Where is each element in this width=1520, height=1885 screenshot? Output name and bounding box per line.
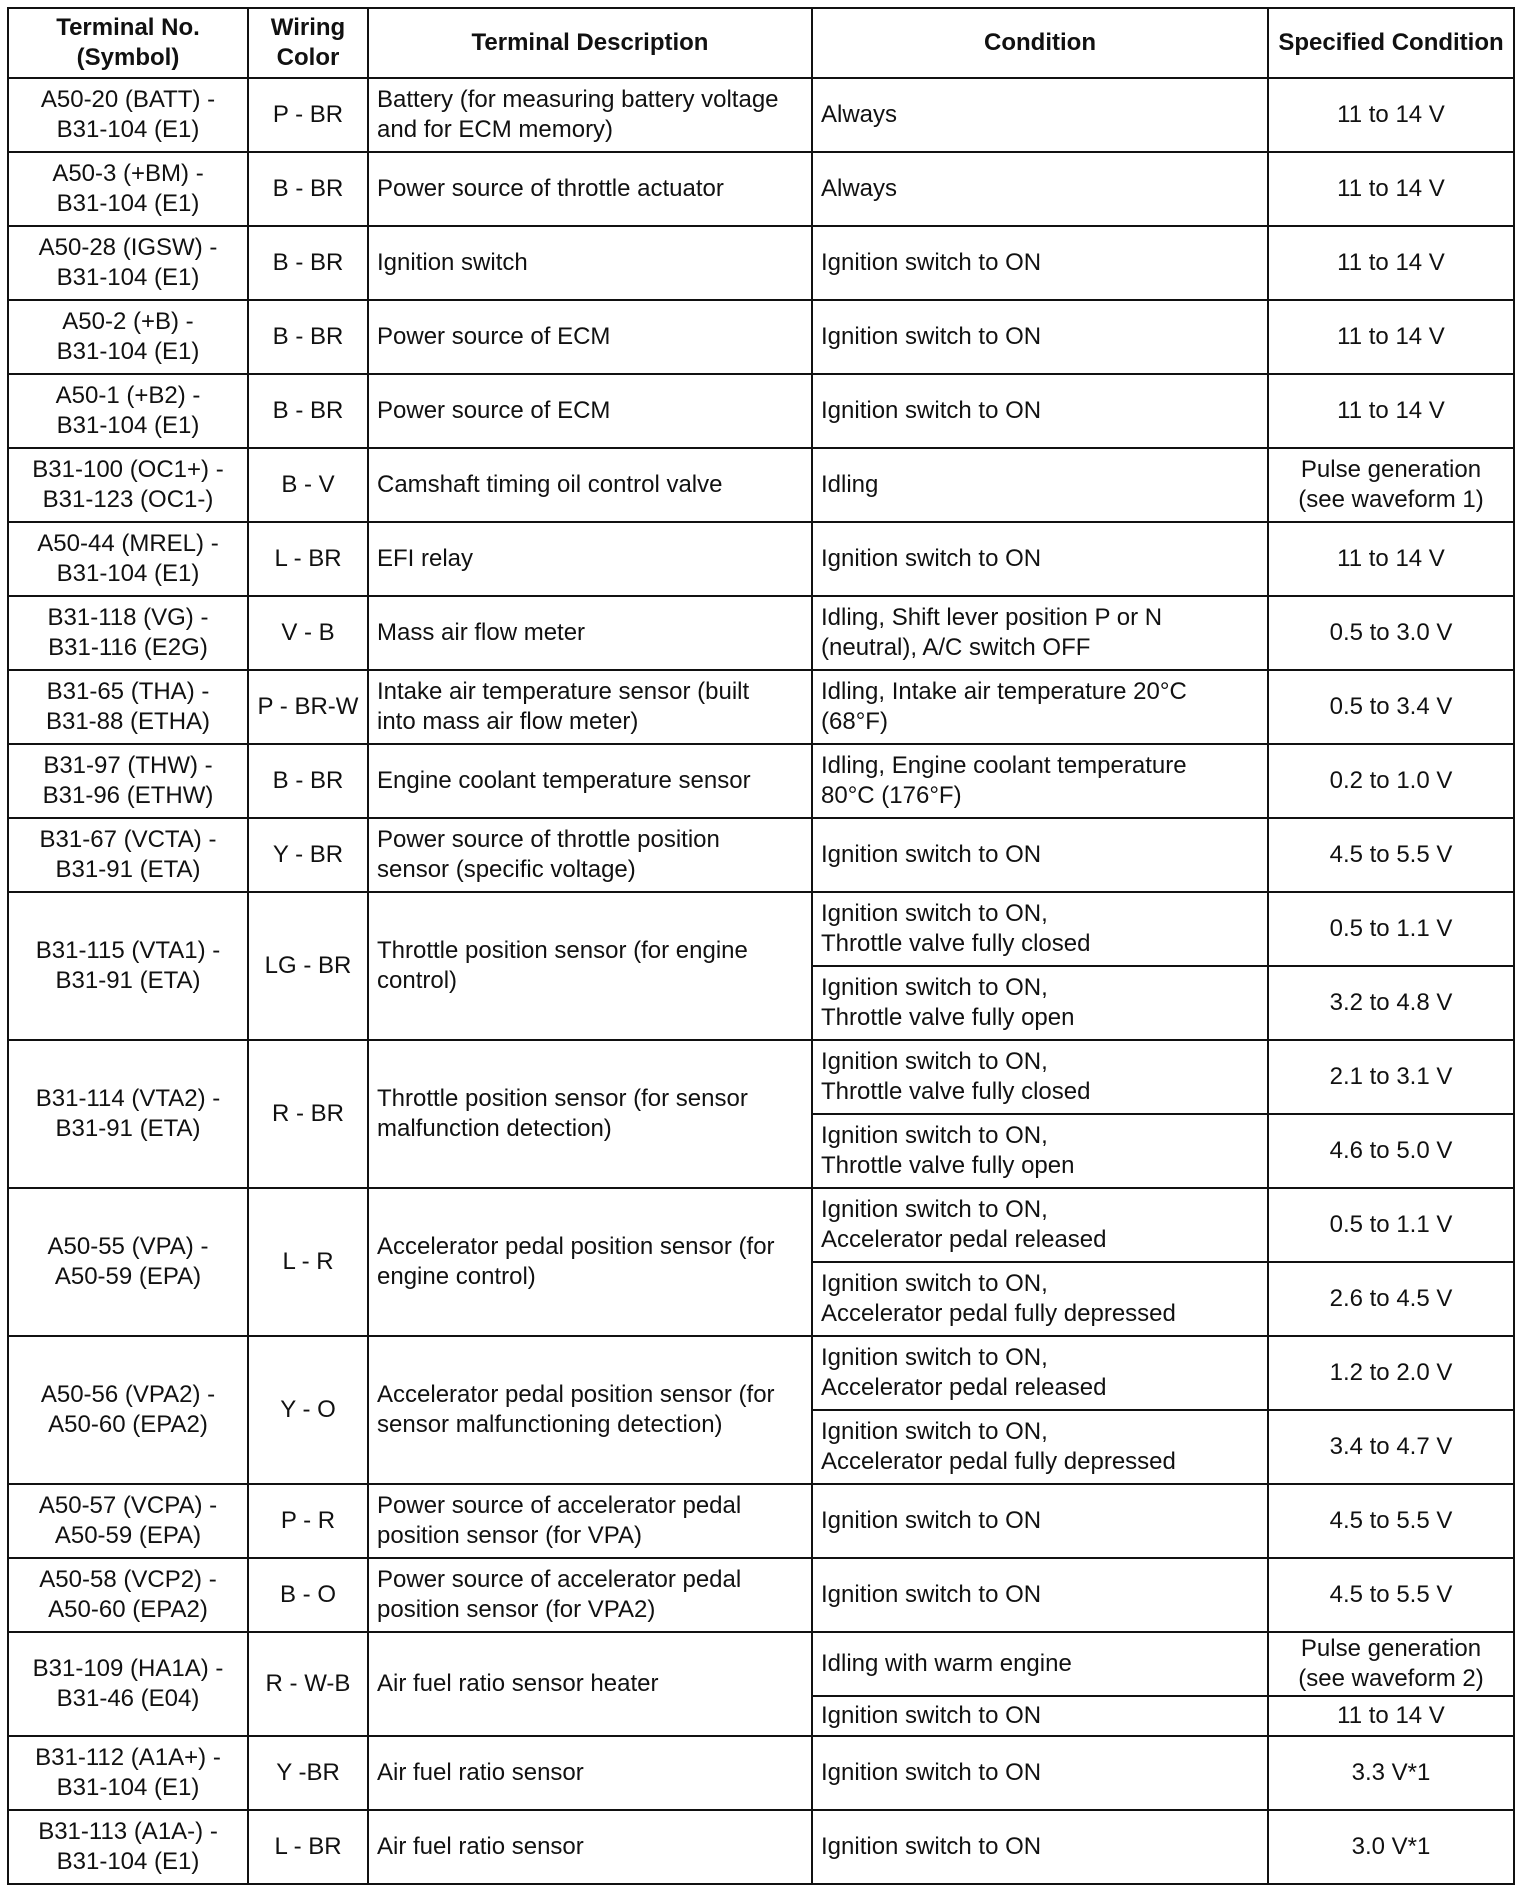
table-row — [8, 744, 1514, 818]
specified-condition-cell-text: 0.5 to 1.1 V — [1329, 1211, 1453, 1238]
header-condition: Condition — [812, 8, 1268, 78]
specified-condition-cell-text: 11 to 14 V — [1337, 397, 1445, 424]
terminal-cell-text: B31-65 (THA) - B31-88 (ETHA) — [45, 678, 211, 735]
terminal-cell — [8, 1632, 248, 1736]
terminal-cell-text: A50-56 (VPA2) - A50-60 (EPA2) — [40, 1381, 216, 1438]
description-cell — [368, 1632, 812, 1736]
description-cell — [368, 226, 812, 300]
specified-condition-cell-text: 1.2 to 2.0 V — [1329, 1359, 1453, 1386]
specified-condition-cell-text: 3.2 to 4.8 V — [1329, 989, 1453, 1016]
condition-cell-text: Ignition switch to ON — [821, 841, 1042, 868]
description-cell-text: Power source of throttle position sensor (specific voltage) — [377, 826, 720, 883]
specified-condition-cell-text: 0.5 to 1.1 V — [1329, 915, 1453, 942]
specified-condition-cell-text: 11 to 14 V — [1337, 1702, 1445, 1729]
description-cell-text: Accelerator pedal position sensor (for engine control) — [377, 1233, 775, 1290]
wiring-color-cell-text: B - O — [279, 1581, 336, 1608]
description-cell-text: Battery (for measuring battery voltage and for ECM memory) — [377, 86, 779, 143]
description-cell-text: Intake air temperature sensor (built into mass air flow meter) — [377, 678, 750, 735]
specified-condition-cell-text: 2.6 to 4.5 V — [1329, 1285, 1453, 1312]
description-cell — [368, 892, 812, 1040]
terminal-cell-text: B31-113 (A1A-) - B31-104 (E1) — [38, 1818, 218, 1875]
specified-condition-cell — [1268, 1262, 1514, 1336]
wiring-color-cell-text: L - BR — [274, 1833, 342, 1860]
table-row — [8, 374, 1514, 448]
terminal-cell — [8, 1484, 248, 1558]
description-cell — [368, 448, 812, 522]
specified-condition-cell — [1268, 818, 1514, 892]
specified-condition-cell — [1268, 1114, 1514, 1188]
condition-cell — [812, 892, 1268, 966]
terminal-cell — [8, 522, 248, 596]
specified-condition-cell — [1268, 1810, 1514, 1884]
condition-cell-text: Ignition switch to ON, Throttle valve fully open — [821, 1122, 1075, 1179]
condition-cell — [812, 1558, 1268, 1632]
wiring-color-cell — [248, 1558, 368, 1632]
description-cell — [368, 1736, 812, 1810]
specified-condition-cell-text: 4.6 to 5.0 V — [1329, 1137, 1453, 1164]
terminal-cell-text: A50-55 (VPA) - A50-59 (EPA) — [47, 1233, 209, 1290]
specified-condition-cell-text: Pulse generation (see waveform 1) — [1298, 456, 1484, 513]
terminal-cell — [8, 1736, 248, 1810]
header-specified-condition: Specified Condition — [1268, 8, 1514, 78]
table-row — [8, 1188, 1514, 1262]
description-cell-text: Power source of accelerator pedal position sensor (for VPA) — [377, 1492, 742, 1549]
wiring-color-cell-text: B - BR — [272, 323, 344, 350]
condition-cell — [812, 670, 1268, 744]
wiring-color-cell — [248, 892, 368, 1040]
terminal-cell — [8, 744, 248, 818]
specified-condition-cell — [1268, 300, 1514, 374]
wiring-color-cell — [248, 374, 368, 448]
table-row — [8, 1336, 1514, 1410]
terminal-cell-text: A50-3 (+BM) - B31-104 (E1) — [52, 160, 204, 217]
description-cell — [368, 670, 812, 744]
terminal-cell — [8, 818, 248, 892]
wiring-color-cell-text: P - R — [280, 1507, 336, 1534]
description-cell-text: Accelerator pedal position sensor (for sensor malfunctioning detection) — [377, 1381, 775, 1438]
specified-condition-cell — [1268, 226, 1514, 300]
specified-condition-cell-text: 4.5 to 5.5 V — [1329, 1507, 1453, 1534]
header-wiring-color: Wiring Color — [248, 8, 368, 78]
terminal-cell-text: A50-28 (IGSW) - B31-104 (E1) — [38, 234, 218, 291]
condition-cell-text: Ignition switch to ON — [821, 323, 1042, 350]
condition-cell — [812, 300, 1268, 374]
terminal-cell-text: B31-109 (HA1A) - B31-46 (E04) — [32, 1655, 224, 1712]
table-row — [8, 1558, 1514, 1632]
table-row — [8, 1736, 1514, 1810]
wiring-color-cell-text: P - BR — [272, 101, 344, 128]
specified-condition-cell — [1268, 892, 1514, 966]
specified-condition-cell-text: 11 to 14 V — [1337, 323, 1445, 350]
terminal-cell — [8, 448, 248, 522]
description-cell — [368, 818, 812, 892]
table-row — [8, 152, 1514, 226]
specified-condition-cell-text: 0.5 to 3.0 V — [1329, 619, 1453, 646]
table-row — [8, 1632, 1514, 1696]
condition-cell-text: Idling, Engine coolant temperature 80°C (176°F) — [821, 752, 1187, 809]
condition-cell-text: Ignition switch to ON, Accelerator pedal fully depressed — [821, 1270, 1176, 1327]
condition-cell-text: Ignition switch to ON — [821, 1507, 1042, 1534]
terminal-cell-text: B31-115 (VTA1) - B31-91 (ETA) — [35, 937, 221, 994]
description-cell-text: Throttle position sensor (for engine control) — [377, 937, 748, 994]
condition-cell-text: Ignition switch to ON, Throttle valve fully closed — [821, 1048, 1091, 1105]
condition-cell — [812, 1484, 1268, 1558]
specified-condition-cell — [1268, 1736, 1514, 1810]
wiring-color-cell — [248, 1040, 368, 1188]
wiring-color-cell-text: Y - BR — [272, 841, 344, 868]
description-cell-text: Ignition switch — [377, 249, 528, 276]
table-row — [8, 596, 1514, 670]
description-cell — [368, 1810, 812, 1884]
description-cell — [368, 522, 812, 596]
specified-condition-cell — [1268, 1484, 1514, 1558]
description-cell-text: Power source of throttle actuator — [377, 175, 724, 202]
wiring-color-cell-text: R - W-B — [265, 1670, 351, 1697]
description-cell-text: Mass air flow meter — [377, 619, 586, 646]
description-cell — [368, 152, 812, 226]
wiring-color-cell — [248, 1188, 368, 1336]
condition-cell — [812, 152, 1268, 226]
specified-condition-cell-text: 11 to 14 V — [1337, 545, 1445, 572]
description-cell — [368, 1484, 812, 1558]
terminal-cell-text: A50-1 (+B2) - B31-104 (E1) — [55, 382, 201, 439]
condition-cell-text: Idling with warm engine — [821, 1650, 1072, 1677]
terminal-cell-text: A50-58 (VCP2) - A50-60 (EPA2) — [39, 1566, 217, 1623]
terminal-cell-text: B31-118 (VG) - B31-116 (E2G) — [47, 604, 209, 661]
condition-cell — [812, 1188, 1268, 1262]
wiring-color-cell-text: V - B — [281, 619, 335, 646]
condition-cell-text: Ignition switch to ON, Accelerator pedal released — [821, 1196, 1107, 1253]
table-row — [8, 1810, 1514, 1884]
specified-condition-cell-text: 11 to 14 V — [1337, 101, 1445, 128]
wiring-color-cell-text: B - BR — [272, 249, 344, 276]
condition-cell-text: Ignition switch to ON — [821, 249, 1042, 276]
condition-cell — [812, 78, 1268, 152]
terminal-cell — [8, 1558, 248, 1632]
table-body — [8, 78, 1514, 1884]
terminal-cell-text: B31-67 (VCTA) - B31-91 (ETA) — [39, 826, 217, 883]
specified-condition-cell-text: 3.4 to 4.7 V — [1329, 1433, 1453, 1460]
wiring-color-cell — [248, 522, 368, 596]
specified-condition-cell — [1268, 522, 1514, 596]
description-cell-text: Power source of ECM — [377, 323, 611, 350]
terminal-cell — [8, 596, 248, 670]
wiring-color-cell — [248, 78, 368, 152]
specified-condition-cell — [1268, 152, 1514, 226]
description-cell-text: Throttle position sensor (for sensor malfunction detection) — [377, 1085, 748, 1142]
wiring-color-cell-text: Y -BR — [276, 1759, 340, 1786]
description-cell — [368, 596, 812, 670]
condition-cell-text: Ignition switch to ON — [821, 1581, 1042, 1608]
specified-condition-cell — [1268, 448, 1514, 522]
condition-cell — [812, 522, 1268, 596]
specified-condition-cell-text: 11 to 14 V — [1337, 175, 1445, 202]
description-cell — [368, 1558, 812, 1632]
condition-cell-text: Ignition switch to ON — [821, 397, 1042, 424]
specified-condition-cell — [1268, 744, 1514, 818]
terminal-cell-text: B31-114 (VTA2) - B31-91 (ETA) — [35, 1085, 221, 1142]
condition-cell-text: Ignition switch to ON — [821, 545, 1042, 572]
wiring-color-cell — [248, 744, 368, 818]
condition-cell-text: Ignition switch to ON, Throttle valve fully closed — [821, 900, 1091, 957]
terminal-cell-text: B31-100 (OC1+) - B31-123 (OC1-) — [32, 456, 224, 513]
terminal-cell-text: A50-57 (VCPA) - A50-59 (EPA) — [38, 1492, 218, 1549]
condition-cell — [812, 1696, 1268, 1736]
condition-cell — [812, 744, 1268, 818]
condition-cell — [812, 1040, 1268, 1114]
terminal-cell — [8, 892, 248, 1040]
condition-cell-text: Ignition switch to ON, Throttle valve fully open — [821, 974, 1075, 1031]
terminal-cell-text: A50-44 (MREL) - B31-104 (E1) — [37, 530, 219, 587]
condition-cell-text: Ignition switch to ON, Accelerator pedal released — [821, 1344, 1107, 1401]
wiring-color-cell — [248, 152, 368, 226]
specified-condition-cell-text: 4.5 to 5.5 V — [1329, 1581, 1453, 1608]
specified-condition-cell — [1268, 1696, 1514, 1736]
wiring-color-cell-text: B - BR — [272, 397, 344, 424]
terminal-cell-text: B31-97 (THW) - B31-96 (ETHW) — [42, 752, 214, 809]
condition-cell — [812, 966, 1268, 1040]
specified-condition-cell — [1268, 670, 1514, 744]
terminal-cell — [8, 1188, 248, 1336]
condition-cell-text: Always — [821, 175, 898, 202]
table-row — [8, 818, 1514, 892]
condition-cell — [812, 448, 1268, 522]
condition-cell-text: Ignition switch to ON — [821, 1702, 1042, 1729]
condition-cell — [812, 226, 1268, 300]
description-cell-text: Camshaft timing oil control valve — [377, 471, 723, 498]
condition-cell-text: Ignition switch to ON, Accelerator pedal fully depressed — [821, 1418, 1176, 1475]
specified-condition-cell-text: 2.1 to 3.1 V — [1329, 1063, 1453, 1090]
condition-cell-text: Ignition switch to ON — [821, 1759, 1042, 1786]
condition-cell-text: Ignition switch to ON — [821, 1833, 1042, 1860]
specified-condition-cell-text: 0.5 to 3.4 V — [1329, 693, 1453, 720]
specified-condition-cell-text: 0.2 to 1.0 V — [1329, 767, 1453, 794]
wiring-color-cell-text: R - BR — [272, 1100, 344, 1127]
table-row — [8, 670, 1514, 744]
condition-cell-text: Idling, Shift lever position P or N (neutral), A/C switch OFF — [821, 604, 1163, 661]
description-cell — [368, 744, 812, 818]
description-cell — [368, 374, 812, 448]
specified-condition-cell — [1268, 1632, 1514, 1696]
wiring-color-cell-text: B - BR — [272, 767, 344, 794]
wiring-color-cell-text: L - R — [282, 1248, 334, 1275]
wiring-color-cell — [248, 1736, 368, 1810]
specified-condition-cell — [1268, 1558, 1514, 1632]
terminal-cell — [8, 1810, 248, 1884]
terminal-cell — [8, 226, 248, 300]
description-cell — [368, 300, 812, 374]
terminal-spec-table — [7, 7, 1515, 1885]
terminal-cell-text: A50-2 (+B) - B31-104 (E1) — [56, 308, 200, 365]
description-cell-text: Engine coolant temperature sensor — [377, 767, 751, 794]
condition-cell-text: Idling — [821, 471, 879, 498]
wiring-color-cell — [248, 670, 368, 744]
terminal-cell — [8, 300, 248, 374]
description-cell-text: Power source of ECM — [377, 397, 611, 424]
description-cell — [368, 78, 812, 152]
table-row — [8, 78, 1514, 152]
table-row — [8, 1484, 1514, 1558]
header-terminal: Terminal No. (Symbol) — [8, 8, 248, 78]
wiring-color-cell — [248, 226, 368, 300]
wiring-color-cell-text: B - BR — [272, 175, 344, 202]
condition-cell — [812, 1736, 1268, 1810]
condition-cell — [812, 1410, 1268, 1484]
specified-condition-cell-text: 3.0 V*1 — [1351, 1833, 1431, 1860]
description-cell-text: Air fuel ratio sensor — [377, 1833, 584, 1860]
table-row — [8, 522, 1514, 596]
condition-cell — [812, 1632, 1268, 1696]
table-row — [8, 448, 1514, 522]
condition-cell-text: Idling, Intake air temperature 20°C (68°F) — [821, 678, 1187, 735]
table-row — [8, 300, 1514, 374]
terminal-cell — [8, 78, 248, 152]
condition-cell — [812, 1262, 1268, 1336]
terminal-cell — [8, 152, 248, 226]
description-cell-text: Air fuel ratio sensor — [377, 1759, 584, 1786]
terminal-cell — [8, 1336, 248, 1484]
table-row — [8, 226, 1514, 300]
wiring-color-cell — [248, 1632, 368, 1736]
condition-cell — [812, 818, 1268, 892]
wiring-color-cell — [248, 596, 368, 670]
description-cell-text: Air fuel ratio sensor heater — [377, 1670, 659, 1697]
condition-cell — [812, 374, 1268, 448]
specified-condition-cell — [1268, 596, 1514, 670]
wiring-color-cell-text: L - BR — [274, 545, 342, 572]
wiring-color-cell — [248, 1484, 368, 1558]
table-row — [8, 892, 1514, 966]
description-cell — [368, 1336, 812, 1484]
condition-cell — [812, 1114, 1268, 1188]
specified-condition-cell — [1268, 1040, 1514, 1114]
header-description: Terminal Description — [368, 8, 812, 78]
condition-cell — [812, 1810, 1268, 1884]
specified-condition-cell — [1268, 1410, 1514, 1484]
terminal-cell-text: B31-112 (A1A+) - B31-104 (E1) — [35, 1744, 221, 1801]
specified-condition-cell — [1268, 78, 1514, 152]
condition-cell-text: Always — [821, 101, 898, 128]
wiring-color-cell — [248, 448, 368, 522]
terminal-cell-text: A50-20 (BATT) - B31-104 (E1) — [40, 86, 216, 143]
wiring-color-cell — [248, 1810, 368, 1884]
condition-cell — [812, 1336, 1268, 1410]
table-row — [8, 1040, 1514, 1114]
specified-condition-cell — [1268, 374, 1514, 448]
header-row — [8, 8, 1514, 78]
wiring-color-cell-text: LG - BR — [264, 952, 352, 979]
specified-condition-cell-text: 11 to 14 V — [1337, 249, 1445, 276]
terminal-cell — [8, 374, 248, 448]
description-cell — [368, 1188, 812, 1336]
specified-condition-cell — [1268, 1336, 1514, 1410]
wiring-color-cell — [248, 300, 368, 374]
specified-condition-cell — [1268, 1188, 1514, 1262]
description-cell-text: Power source of accelerator pedal position sensor (for VPA2) — [377, 1566, 742, 1623]
wiring-color-cell-text: Y - O — [280, 1396, 336, 1423]
specified-condition-cell-text: 3.3 V*1 — [1351, 1759, 1431, 1786]
wiring-color-cell-text: P - BR-W — [257, 693, 359, 720]
wiring-color-cell-text: B - V — [281, 471, 335, 498]
specified-condition-cell-text: Pulse generation (see waveform 2) — [1298, 1635, 1484, 1692]
condition-cell — [812, 596, 1268, 670]
terminal-cell — [8, 1040, 248, 1188]
description-cell — [368, 1040, 812, 1188]
specified-condition-cell — [1268, 966, 1514, 1040]
wiring-color-cell — [248, 818, 368, 892]
terminal-cell — [8, 670, 248, 744]
wiring-color-cell — [248, 1336, 368, 1484]
specified-condition-cell-text: 4.5 to 5.5 V — [1329, 841, 1453, 868]
description-cell-text: EFI relay — [377, 545, 474, 572]
